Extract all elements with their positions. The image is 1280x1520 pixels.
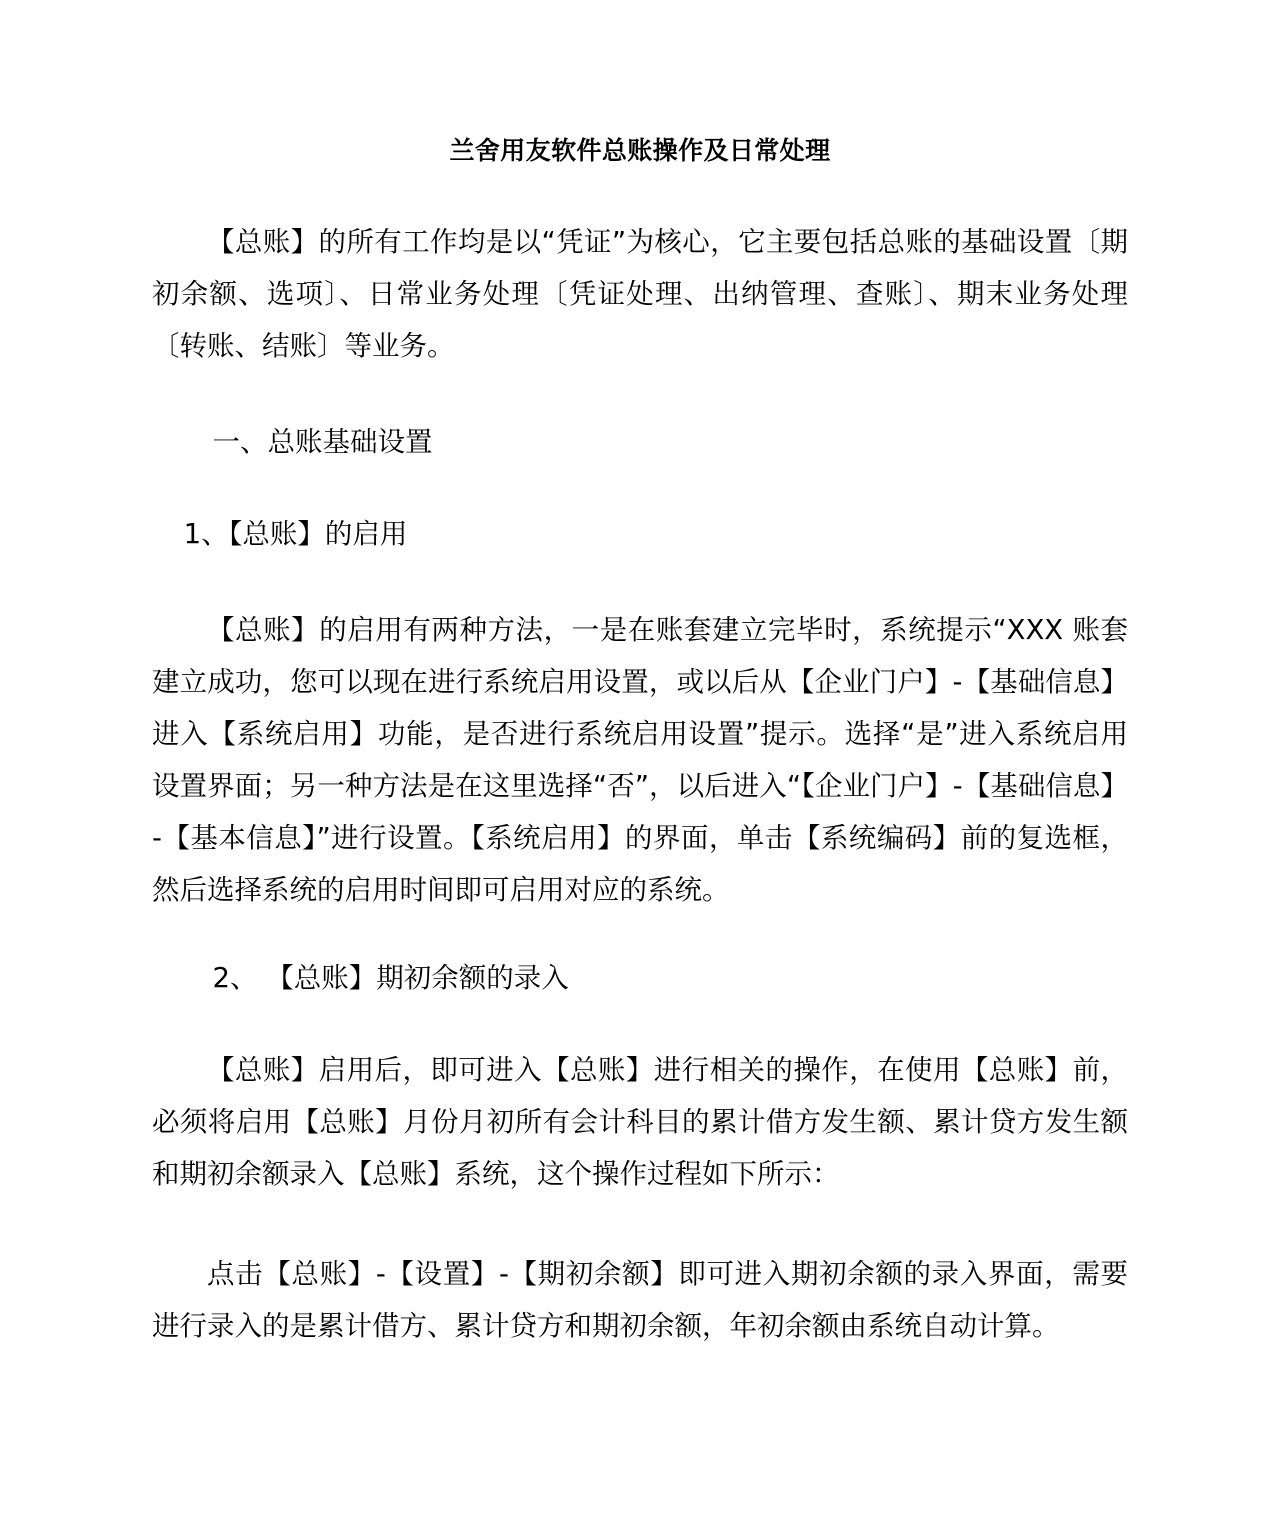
paragraph-enable-block [152, 604, 1128, 916]
paragraph-entry-path-block [152, 1248, 1128, 1352]
section-heading-1-block [152, 416, 1128, 468]
paragraph-intro: 【总账】的所有工作均是以“凭证”为核心，它主要包括总账的基础设置〔期初余额、选项〕、日常业务处理〔凭证处理、出纳管理、查账〕、期末业务处理〔转账、结账〕等业务。 [152, 226, 1128, 362]
sub-heading-2-block [152, 952, 1128, 1004]
sub-heading-1-block [152, 508, 1128, 560]
paragraph-initial-balance-block [152, 1044, 1128, 1200]
paragraph-entry-path: 点击【总账】-【设置】-【期初余额】即可进入期初余额的录入界面，需要进行录入的是累计借方、累计贷方和期初余额，年初余额由系统自动计算。 [152, 1258, 1128, 1342]
paragraph-initial-balance: 【总账】启用后，即可进入【总账】进行相关的操作，在使用【总账】前，必须将启用【总账】月份月初所有会计科目的累计借方发生额、累计贷方发生额和期初余额录入【总账】系统，这个操作过程如下所示： [152, 1054, 1128, 1190]
paragraph-enable-methods: 【总账】的启用有两种方法，一是在账套建立完毕时，系统提示“XXX 账套建立成功，您可以现在进行系统启用设置，或以后从【企业门户】-【基础信息】进入【系统启用】功能，是否进行系统启用设置”提示。选择“是”进入系统启用设置界面；另一种方法是在这里选择“否”，以后进入“【企业门户】-【基础信息】-【基本信息】”进行设置。【系统启用】的界面，单击【系统编码】前的复选框，然后选择系统的启用时间即可启用对应的系统。 [152, 614, 1128, 906]
paragraph-intro-block [152, 216, 1128, 372]
page-title: 兰舍用友软件总账操作及日常处理 [449, 136, 831, 165]
sub-heading-2: 2、 【总账】期初余额的录入 [212, 962, 569, 994]
section-heading-1: 一、总账基础设置 [212, 426, 433, 458]
sub-heading-1: 1、【总账】的启用 [183, 518, 408, 550]
